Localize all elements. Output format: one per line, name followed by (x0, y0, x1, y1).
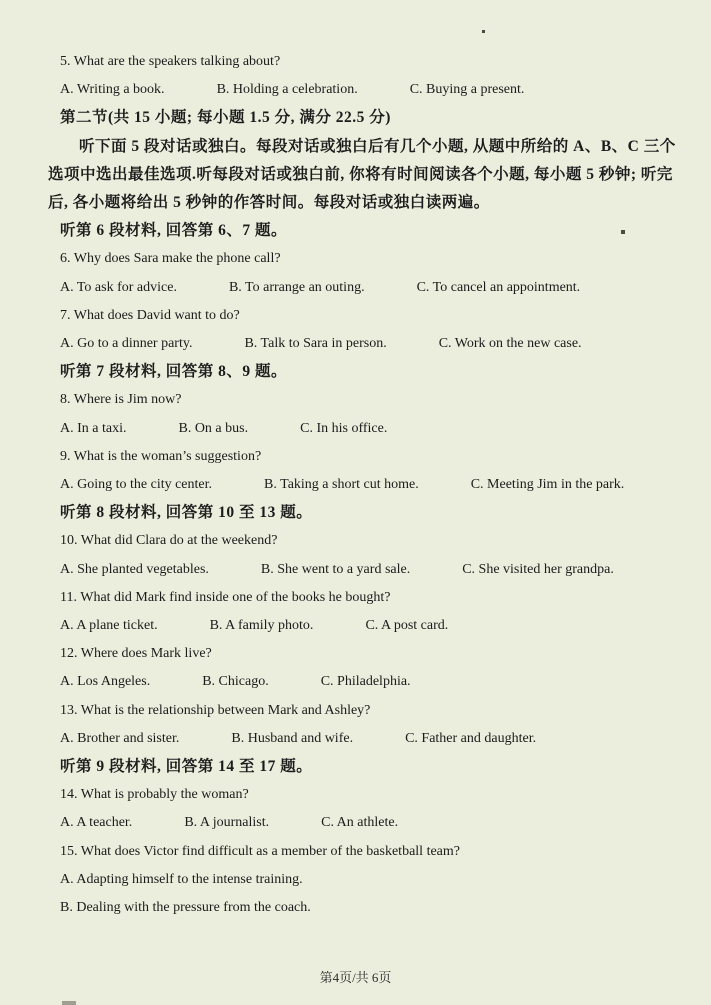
question-13: 13. What is the relationship between Mark and Ashley? (60, 702, 371, 718)
question-10: 10. What did Clara do at the weekend? (60, 533, 278, 549)
options-row-7 (60, 330, 681, 358)
material-7-header: 听第 7 段材料, 回答第 8、9 题。 (60, 363, 288, 381)
option-8-a: A. In a taxi. (60, 420, 127, 436)
options-row-14 (60, 809, 681, 837)
question-11: 11. What did Mark find inside one of the books he bought? (60, 589, 391, 605)
option-8-b: B. On a bus. (178, 420, 249, 436)
option-13-b: B. Husband and wife. (231, 730, 354, 746)
option-11-b: B. A family photo. (209, 618, 314, 634)
option-9-b: B. Taking a short cut home. (264, 477, 419, 493)
stray-ink-smudge-bottom (62, 1001, 76, 1005)
option-13-c: C. Father and daughter. (405, 730, 537, 746)
option-11-c: C. A post card. (365, 618, 449, 634)
option-5-a: A. Writing a book. (60, 82, 165, 98)
option-5-b: B. Holding a celebration. (216, 82, 358, 98)
option-15-b: B. Dealing with the pressure from the coach. (60, 900, 311, 916)
options-row-11 (60, 612, 681, 640)
option-12-a: A. Los Angeles. (60, 674, 151, 690)
option-14-a: A. A teacher. (60, 815, 133, 831)
options-row-10 (60, 556, 681, 584)
option-12-c: C. Philadelphia. (320, 674, 411, 690)
option-12-b: B. Chicago. (202, 674, 269, 690)
page-body (48, 48, 681, 922)
material-8-header: 听第 8 段材料, 回答第 10 至 13 题。 (60, 504, 313, 522)
stray-ink-dot-right (621, 230, 625, 234)
question-6: 6. Why does Sara make the phone call? (60, 251, 281, 267)
option-11-a: A. A plane ticket. (60, 618, 158, 634)
options-row-6 (60, 274, 681, 302)
question-12: 12. Where does Mark live? (60, 646, 212, 662)
stray-ink-dot-top (482, 30, 485, 33)
option-7-b: B. Talk to Sara in person. (244, 336, 387, 352)
option-14-c: C. An athlete. (321, 815, 399, 831)
option-14-b: B. A journalist. (184, 815, 270, 831)
material-9-header: 听第 9 段材料, 回答第 14 至 17 题。 (60, 758, 313, 776)
option-6-b: B. To arrange an outing. (228, 279, 365, 295)
option-7-c: C. Work on the new case. (438, 336, 582, 352)
options-row-13 (60, 725, 681, 753)
material-6-header: 听第 6 段材料, 回答第 6、7 题。 (60, 222, 288, 240)
question-8: 8. Where is Jim now? (60, 392, 182, 408)
question-14: 14. What is probably the woman? (60, 787, 249, 803)
option-5-c: C. Buying a present. (409, 82, 525, 98)
question-7: 7. What does David want to do? (60, 307, 240, 323)
option-10-c: C. She visited her grandpa. (462, 561, 614, 577)
section-2-instructions: 听下面 5 段对话或独白。每段对话或独白后有几个小题, 从题中所给的 A、B、C 三个选项中选出最佳选项.听每段对话或独白前, 你将有时间阅读各个小题, 每小题 5 秒钟; 听完后, 各小题将给出 5 秒钟的作答时间。每段对话或独白读两遍。 (48, 137, 676, 212)
option-6-a: A. To ask for advice. (60, 279, 177, 295)
option-9-c: C. Meeting Jim in the park. (470, 477, 625, 493)
option-13-a: A. Brother and sister. (60, 730, 180, 746)
page-number-footer: 第4页/共 6页 (319, 970, 392, 985)
option-9-a: A. Going to the city center. (60, 477, 213, 493)
question-15: 15. What does Victor find difficult as a member of the basketball team? (60, 843, 460, 859)
options-row-5 (60, 76, 681, 104)
option-6-c: C. To cancel an appointment. (416, 279, 581, 295)
options-row-9 (60, 471, 681, 499)
options-row-12 (60, 668, 681, 696)
question-9: 9. What is the woman’s suggestion? (60, 448, 262, 464)
option-8-c: C. In his office. (300, 420, 388, 436)
option-10-b: B. She went to a yard sale. (260, 561, 411, 577)
option-15-a: A. Adapting himself to the intense training. (60, 871, 303, 887)
options-row-8 (60, 415, 681, 443)
option-7-a: A. Go to a dinner party. (60, 336, 193, 352)
question-5: 5. What are the speakers talking about? (60, 54, 281, 69)
option-10-a: A. She planted vegetables. (60, 561, 209, 577)
section-2-title: 第二节(共 15 小题; 每小题 1.5 分, 满分 22.5 分) (60, 109, 391, 127)
